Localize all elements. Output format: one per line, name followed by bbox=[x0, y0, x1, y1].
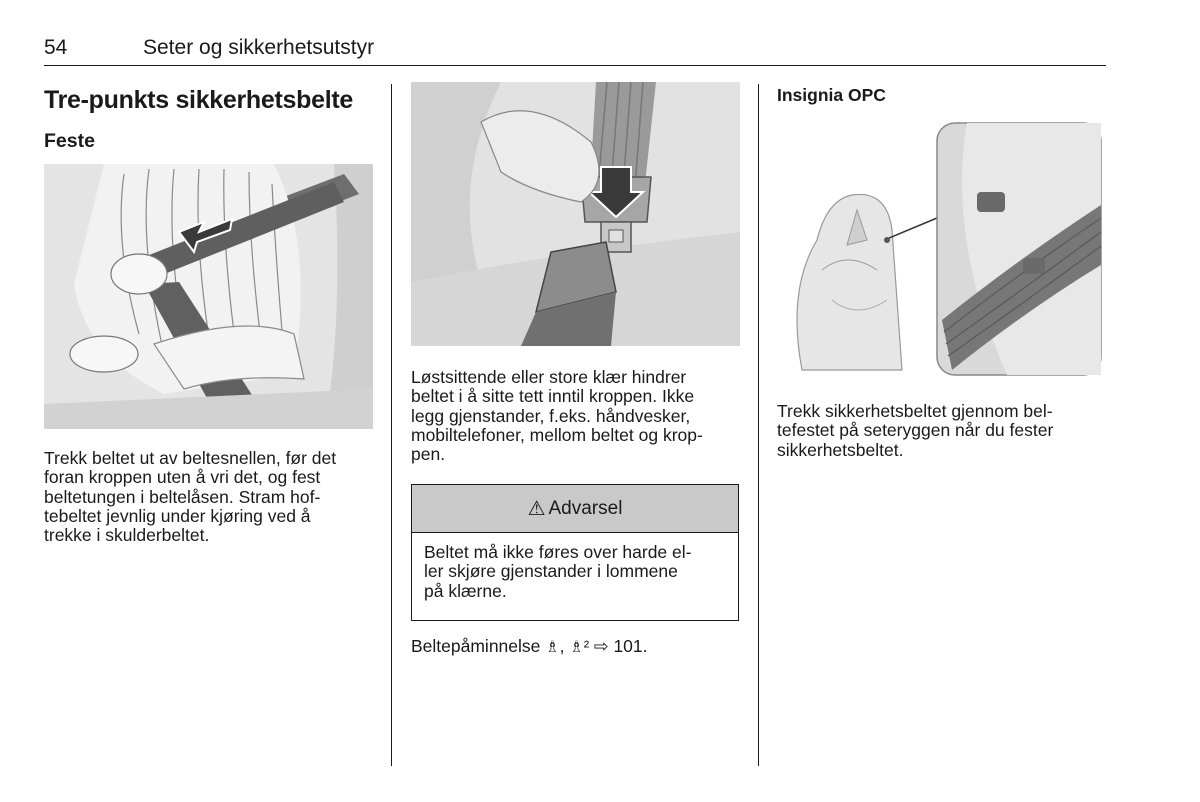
column-divider-left bbox=[391, 84, 392, 766]
middle-body-text bbox=[411, 368, 747, 464]
page-number: 54 bbox=[44, 36, 68, 59]
text-line: Løstsittende eller store klær hindrer bbox=[411, 367, 687, 387]
warning-line: ler skjøre gjenstander i lommene bbox=[424, 561, 678, 582]
text-line: foran kroppen uten å vri det, og fest bbox=[44, 467, 321, 488]
page-reference-link[interactable]: 101. bbox=[613, 636, 648, 656]
text-line: mobiltelefoner, mellom beltet og krop- bbox=[411, 424, 703, 445]
figure-fastening-belt bbox=[44, 164, 373, 429]
model-heading: Insignia OPC bbox=[777, 85, 886, 105]
belt-reminder-reference bbox=[411, 636, 648, 657]
text-line: tefestet på seteryggen når du fester bbox=[777, 420, 1054, 441]
reminder-separator: , bbox=[559, 636, 565, 656]
reminder-label: Beltepåminnelse bbox=[411, 636, 541, 656]
column-divider-right bbox=[758, 84, 759, 766]
text-line: sikkerhetsbeltet. bbox=[777, 439, 904, 460]
text-line: tebeltet jevnlig under kjøring ved å bbox=[44, 505, 311, 526]
warning-triangle-icon: ⚠ bbox=[527, 498, 546, 520]
text-line: legg gjenstander, f.eks. håndvesker, bbox=[411, 405, 691, 426]
warning-title: Advarsel bbox=[548, 497, 623, 519]
left-body-text bbox=[44, 449, 380, 545]
page-title: Tre-punkts sikkerhetsbelte bbox=[44, 86, 353, 114]
seatbelt-reminder-icon: ♗ bbox=[545, 639, 560, 656]
page-reference-arrow-icon: ⇨ bbox=[593, 636, 609, 656]
warning-line: Beltet må ikke føres over harde el- bbox=[424, 542, 692, 562]
page-header bbox=[44, 36, 1106, 66]
subsection-title: Feste bbox=[44, 130, 95, 152]
text-line: Trekk beltet ut av beltesnellen, før det bbox=[44, 448, 337, 468]
text-line: trekke i skulderbeltet. bbox=[44, 525, 210, 546]
text-line: pen. bbox=[411, 444, 446, 465]
warning-box bbox=[411, 484, 739, 621]
right-body-text bbox=[777, 402, 1113, 460]
figure-buckle-insertion bbox=[411, 82, 740, 346]
warning-line: på klærne. bbox=[424, 580, 507, 601]
text-line: beltet i å sitte tett inntil kroppen. Ikke bbox=[411, 386, 695, 407]
text-line: beltetungen i beltelåsen. Stram hof- bbox=[44, 486, 321, 507]
text-line: Trekk sikkerhetsbeltet gjennom bel- bbox=[777, 401, 1053, 421]
section-title: Seter og sikkerhetsutstyr bbox=[143, 36, 375, 59]
warning-header bbox=[412, 485, 738, 533]
warning-body bbox=[412, 533, 738, 601]
seatbelt-reminder-secondary-icon: ♗² bbox=[569, 639, 590, 656]
figure-seat-belt-guide bbox=[777, 120, 1106, 380]
